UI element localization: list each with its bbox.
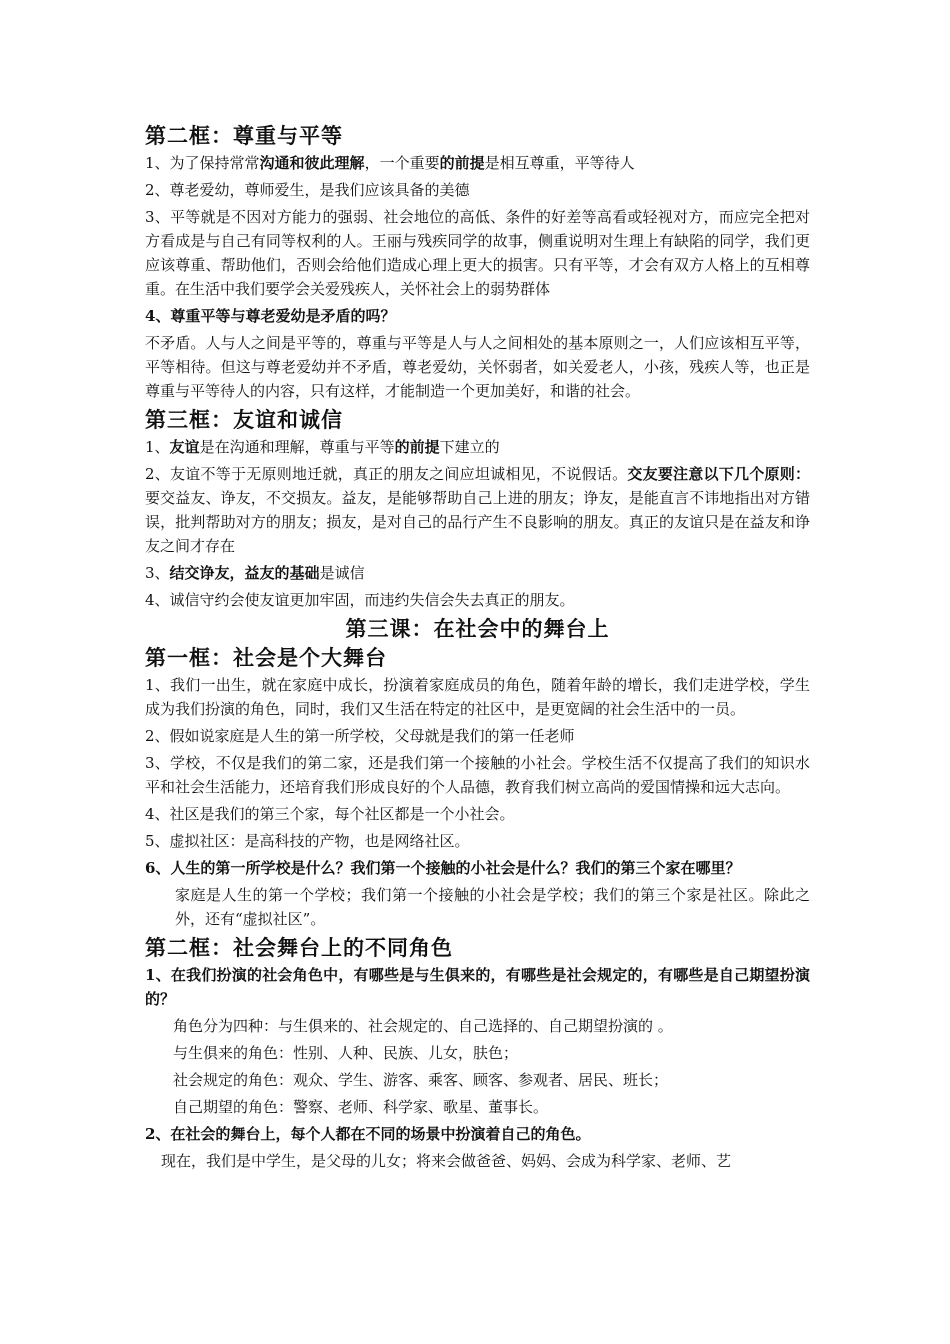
paragraph: 2、假如说家庭是人生的第一所学校，父母就是我们的第一任老师 [145,727,575,745]
paragraph: 2、友谊不等于无原则地迁就，真正的朋友之间应坦诚相见，不说假话。交友要注意以下几个原则：要交益友、诤友，不交损友。益友，是能够帮助自己上进的朋友；诤友，是能直言不讳地指出对方错误，批判帮助对方的朋友；损友，是对自己的品行产生不良影响的朋友。真正的友谊只是在益友和诤友之间才存在 [145,465,810,555]
document-page [145,122,810,1176]
paragraph: 5、虚拟社区：是高科技的产物，也是网络社区。 [145,832,470,850]
paragraph: 1、友谊是在沟通和理解，尊重与平等的前提下建立的 [145,438,500,456]
question: 1、在我们扮演的社会角色中，有哪些是与生俱来的，有哪些是社会规定的，有哪些是自己期望扮演的？ [145,966,810,1008]
question: 6、人生的第一所学校是什么？我们第一个接触的小社会是什么？我们的第三个家在哪里？ [145,859,741,877]
paragraph: 3、学校，不仅是我们的第二家，还是我们第一个接触的小社会。学校生活不仅提高了我们的知识水平和社会生活能力，还培育我们形成良好的个人品德，教育我们树立高尚的爱国情操和远大志向。 [145,754,810,796]
paragraph: 1、我们一出生，就在家庭中成长，扮演着家庭成员的角色，随着年龄的增长，我们走进学校，学生成为我们扮演的角色，同时，我们又生活在特定的社区中，是更宽阔的社会生活中的一员。 [145,676,810,718]
section-title: 第二框：尊重与平等 [145,124,343,148]
list-item: 角色分为四种：与生俱来的、社会规定的、自己选择的、自己期望扮演的 。 [173,1017,673,1035]
paragraph: 3、平等就是不因对方能力的强弱、社会地位的高低、条件的好差等高看或轻视对方，而应完全把对方看成是与自己有同等权利的人。王丽与残疾同学的故事，侧重说明对生理上有缺陷的同学，我们更应该尊重、帮助他们，否则会给他们造成心理上更大的损害。只有平等，才会有双方人格上的互相尊重。在生活中我们要学会关爱残疾人，关怀社会上的弱势群体 [145,208,810,298]
paragraph: 4、诚信守约会使友谊更加牢固，而违约失信会失去真正的朋友。 [145,591,575,609]
section-title: 第二框：社会舞台上的不同角色 [145,936,453,960]
lesson-title: 第三课：在社会中的舞台上 [345,617,610,641]
paragraph: 2、尊老爱幼，尊师爱生，是我们应该具备的美德 [145,181,470,199]
question: 2、在社会的舞台上，每个人都在不同的场景中扮演着自己的角色。 [145,1125,591,1143]
answer: 家庭是人生的第一个学校；我们第一个接触的小社会是学校；我们的第三个家是社区。除此之外，还有“虚拟社区”。 [175,886,810,928]
answer: 现在，我们是中学生，是父母的儿女；将来会做爸爸、妈妈、会成为科学家、老师、艺 [161,1152,732,1170]
paragraph: 4、社区是我们的第三个家，每个社区都是一个小社会。 [145,805,515,823]
section-title: 第一框：社会是个大舞台 [145,646,387,670]
list-item: 自己期望的角色：警察、老师、科学家、歌星、董事长。 [173,1098,549,1116]
paragraph: 1、为了保持常常沟通和彼此理解，一个重要的前提是相互尊重，平等待人 [145,154,635,172]
section-title: 第三框：友谊和诚信 [145,408,343,432]
list-item: 与生俱来的角色：性别、人种、民族、儿女，肤色； [173,1044,519,1062]
answer: 不矛盾。人与人之间是平等的，尊重与平等是人与人之间相处的基本原则之一，人们应该相互平等，平等相待。但这与尊老爱幼并不矛盾，尊老爱幼，关怀弱者，如关爱老人，小孩，残疾人等，也正是尊重与平等待人的内容，只有这样，才能制造一个更加美好，和谐的社会。 [145,334,810,400]
list-item: 社会规定的角色：观众、学生、游客、乘客、顾客、参观者、居民、班长； [173,1071,669,1089]
question: 4、尊重平等与尊老爱幼是矛盾的吗？ [145,307,396,325]
paragraph: 3、结交诤友，益友的基础是诚信 [145,564,365,582]
